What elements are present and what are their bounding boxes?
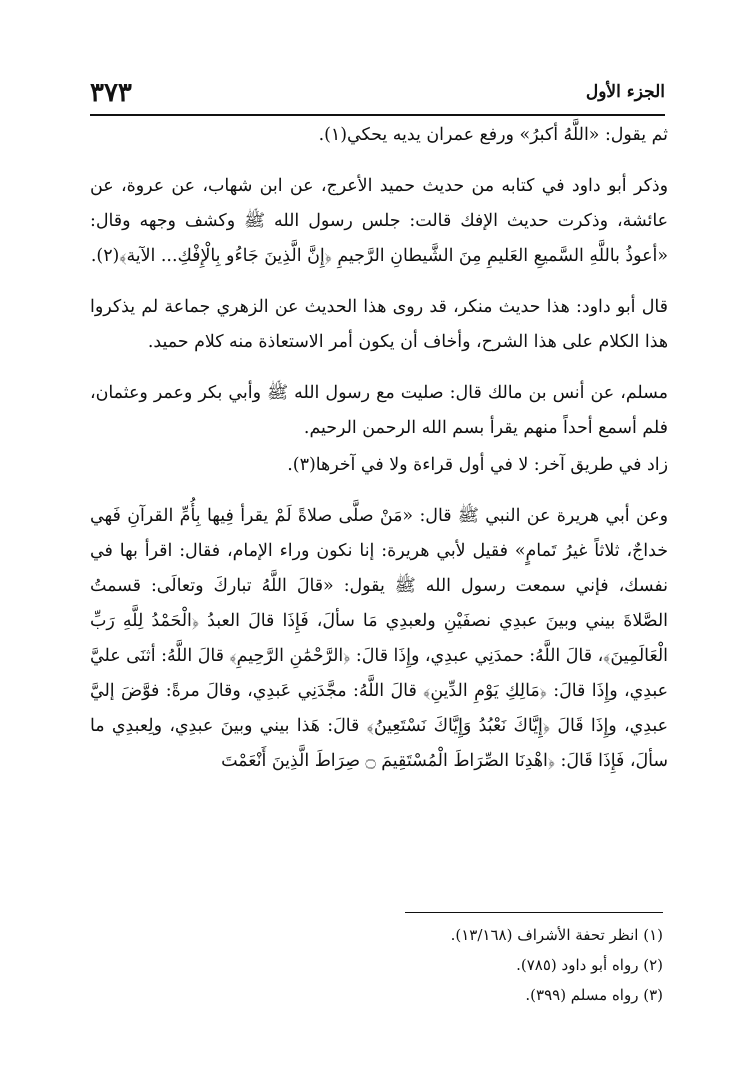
paragraph-3: قال أبو داود: هذا حديث منكر، قد روى هذا الحديث عن الزهري جماعة لم يذكروا هذا الكلام على هذا الشرح، وأخاف أن يكون أمر الاستعاذة منه كلام حميد. [90,297,668,352]
footnote-2: (٢) رواه أبو داود (٧٨٥). [516,956,663,974]
footnote-3: (٣) رواه مسلم (٣٩٩). [525,986,663,1004]
body-text [90,118,668,779]
paragraph-1: ثم يقول: «اللَّهُ أكبرُ» ورفع عمران يديه يحكي(١). [318,125,668,145]
footnote-1: (١) انظر تحفة الأشراف (١٣/١٦٨). [450,926,663,944]
page-header [90,78,665,116]
paragraph-6: وعن أبي هريرة عن النبي ﷺ قال: «مَنْ صلَّى صلاةً لَمْ يقرأ فِيها بِأُمِّ القرآنِ فَهي خداجٌ، ثلاثاً غيرُ تَمامٍ» فقيل لأبي هريرة: إنا نكون وراء الإمام، فقال: اقرأ بها في نفسك، فإني سمعت رسول الله ﷺ يقول: «قالَ اللَّهُ تباركَ وتعالَى: قسمتُ الصَّلاةَ بيني وبينَ عبدِي نصفَيْنِ ولعبدِي مَا سألَ، فَإِذَا قالَ العبدُ ﴿الْحَمْدُ لِلَّهِ رَبِّ الْعَالَمِينَ﴾، قالَ اللَّهُ: حمدَنِي عبدِي، وإِذَا قالَ: ﴿الرَّحْمَٰنِ الرَّحِيمِ﴾ قالَ اللَّهُ: أثنَى عليَّ عبدِي، وإِذَا قالَ: ﴿مَالِكِ يَوْمِ الدِّينِ﴾ قالَ اللَّهُ: مجَّدَنِي عَبدِي، وقالَ مرةً: فوَّضَ إليَّ عبدِي، وإِذَا قَالَ ﴿إِيَّاكَ نَعْبُدُ وَإِيَّاكَ نَسْتَعِينُ﴾ قالَ: هَذا بيني وبينَ عبدِي، ولِعبدِي ما سألَ، فَإِذَا قَالَ: ﴿اهْدِنَا الصِّرَاطَ الْمُسْتَقِيمَ ۝ صِرَاطَ الَّذِينَ أَنْعَمْتَ [90,506,668,771]
page-number: ٣٧٣ [90,78,132,108]
paragraph-2: وذكر أبو داود في كتابه من حديث حميد الأعرج، عن ابن شهاب، عن عروة، عن عائشة، وذكرت حديث الإفك قالت: جلس رسول الله ﷺ وكشف وجهه وقال: «أعوذُ باللَّهِ السَّميعِ العَليمِ مِنَ الشَّيطانِ الرَّجيمِ ﴿إِنَّ الَّذِينَ جَاءُو بِالْإِفْكِ... الآية﴾(٢). [90,176,668,266]
footnote-divider [405,912,663,913]
paragraph-5: زاد في طريق آخر: لا في أول قراءة ولا في آخرها(٣). [287,455,668,475]
paragraph-4: مسلم، عن أنس بن مالك قال: صليت مع رسول الله ﷺ وأبي بكر وعمر وعثمان، فلم أسمع أحداً منهم يقرأ بسم الله الرحمن الرحيم. [90,383,668,438]
footnotes [243,920,663,1010]
header-title: الجزء الأول [585,82,665,102]
